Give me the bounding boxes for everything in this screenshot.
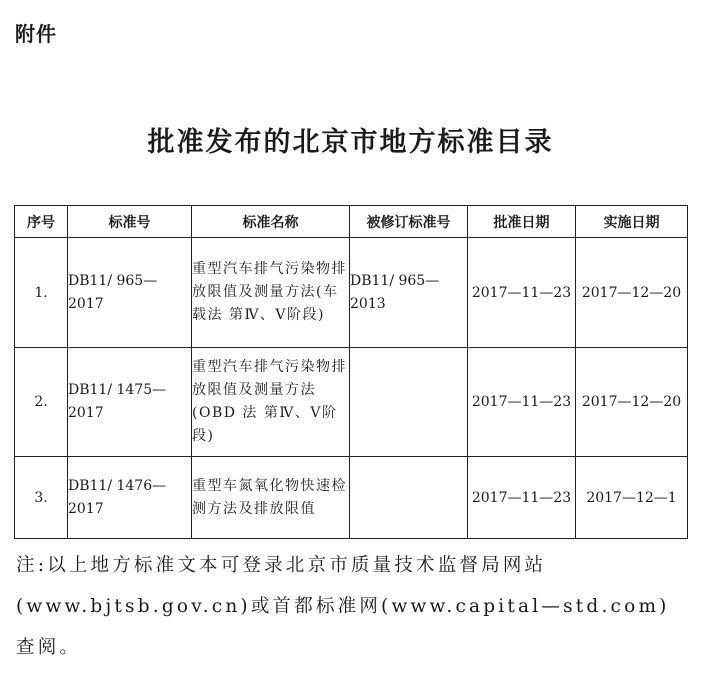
row-standard-name: 重型汽车排气污染物排放限值及测量方法(OBD 法 第Ⅳ、Ⅴ阶段) (192, 348, 350, 457)
standard-number-line2: 2017 (68, 295, 104, 312)
standards-table (14, 205, 688, 539)
row-revised-number (350, 348, 468, 457)
row-standard-name: 重型车氮氧化物快速检测方法及排放限值 (192, 457, 350, 539)
page-title: 批准发布的北京市地方标准目录 (147, 127, 554, 158)
row-approval-date: 2017—11—23 (468, 457, 576, 539)
row-implementation-date: 2017—12—20 (576, 348, 688, 457)
row-standard-number (68, 457, 192, 539)
standard-number-line2: 2017 (68, 405, 104, 421)
standard-number-line1: DB11/ 1475— (68, 382, 167, 398)
row-revised-number (350, 238, 468, 348)
attachment-label: 附件 (15, 22, 57, 46)
header-implementation-date: 实施日期 (576, 206, 688, 238)
row-standard-number (68, 238, 192, 348)
standard-number-line2: 2017 (68, 500, 104, 517)
table-row (15, 238, 688, 348)
table-header-row (15, 206, 688, 238)
header-name: 标准名称 (192, 206, 350, 238)
table-row (15, 457, 688, 539)
standard-number-line1: DB11/ 1476— (68, 477, 167, 494)
header-number: 标准号 (68, 206, 192, 238)
row-standard-number (68, 348, 192, 457)
standard-number-line1: DB11/ 965— (68, 272, 158, 289)
row-implementation-date: 2017—12—1 (576, 457, 688, 539)
header-no: 序号 (15, 206, 68, 238)
revised-number-line2: 2013 (350, 295, 386, 312)
footnote: 注:以上地方标准文本可登录北京市质量技术监督局网站(www.bjtsb.gov.cn)或首都标准网(www.capital—std.com)查阅。 (16, 555, 670, 658)
row-approval-date: 2017—11—23 (468, 348, 576, 457)
row-standard-name: 重型汽车排气污染物排放限值及测量方法(车载法 第Ⅳ、Ⅴ阶段) (192, 238, 350, 348)
row-approval-date: 2017—11—23 (468, 238, 576, 348)
row-no: 1. (15, 238, 68, 348)
table-row (15, 348, 688, 457)
header-approval-date: 批准日期 (468, 206, 576, 238)
row-no: 2. (15, 348, 68, 457)
header-revised: 被修订标准号 (350, 206, 468, 238)
row-revised-number (350, 457, 468, 539)
row-implementation-date: 2017—12—20 (576, 238, 688, 348)
revised-number-line1: DB11/ 965— (350, 272, 440, 289)
row-no: 3. (15, 457, 68, 539)
